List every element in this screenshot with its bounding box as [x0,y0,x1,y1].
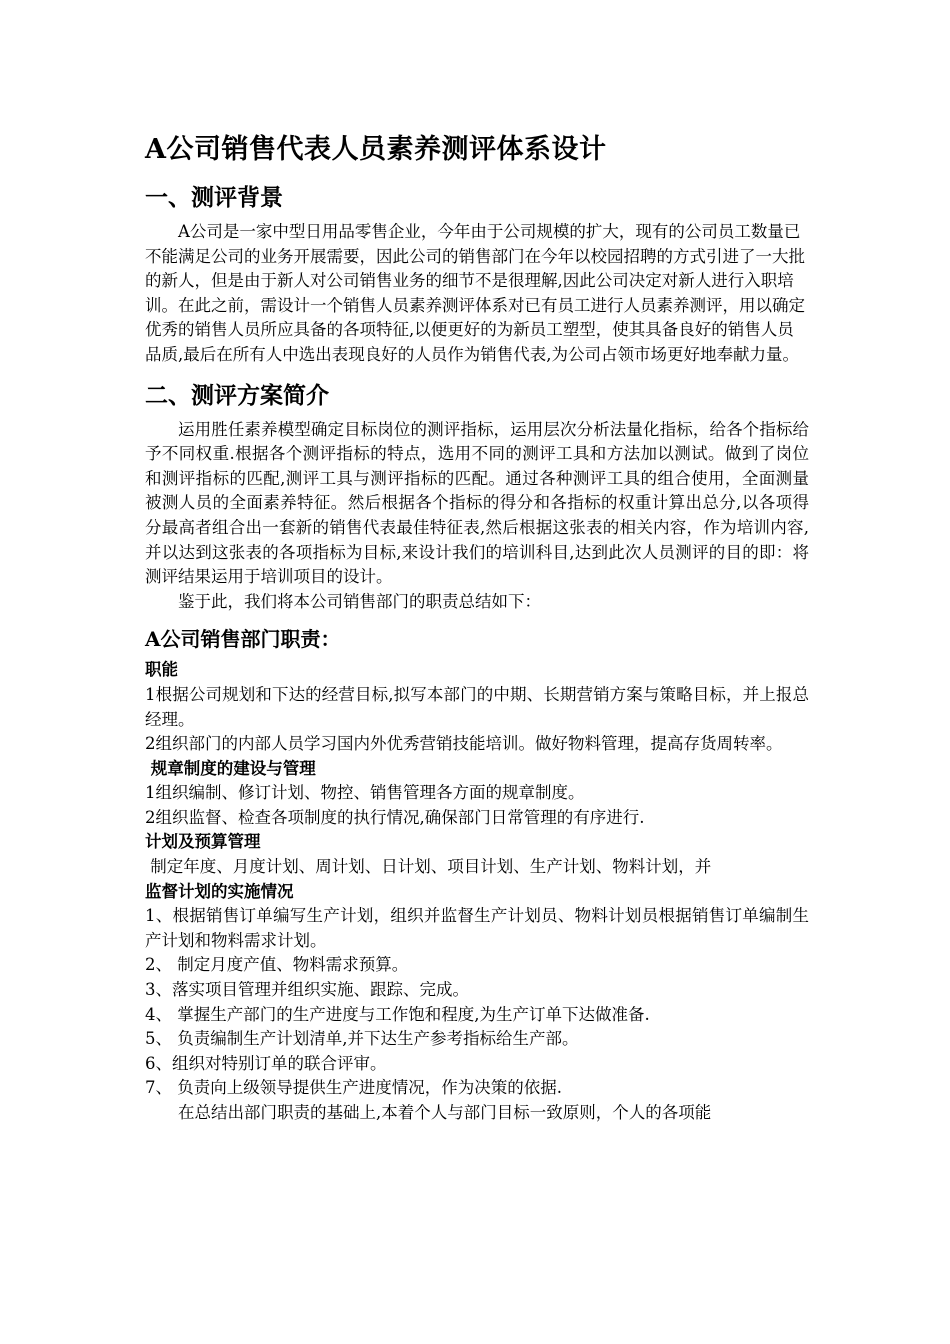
closing-paragraph: 在总结出部门职责的基础上,本着个人与部门目标一致原则，个人的各项能 [178,1103,712,1122]
rules-item: 1组织编制、修订计划、物控、销售管理各方面的规章制度。 [145,783,585,803]
supervise-subheading: 监督计划的实施情况 [145,881,294,901]
function-subheading: 职能 [145,660,178,680]
supervise-item: 5、 负责编制生产计划清单,并下达生产参考指标给生产部。 [145,1029,579,1049]
plan-intro-paragraph: 运用胜任素养模型确定目标岗位的测评指标，运用层次分析法量化指标，给各个指标给予不同权重.根据各个测评指标的特点，选用不同的测评工具和方法加以测试。做到了岗位和测评指标的匹配,测评工具与测评指标的匹配。通过各种测评工具的组合使用，全面测量被测人员的全面素养特征。然后根据各个指标的得分和各指标的权重计算出总分,以各项得分最高者组合出一套新的销售代表最佳特征表,然后根据这张表的相关内容，作为培训内容,并以达到这张表的各项指标为目标,来设计我们的培训科目,达到此次人员测评的目的即：将测评结果运用于培训项目的设计。 [145,419,809,587]
function-item: 1根据公司规划和下达的经营目标,拟写本部门的中期、长期营销方案与策略目标，并上报总经理。 [145,684,809,729]
background-paragraph: A公司是一家中型日用品零售企业，今年由于公司规模的扩大，现有的公司员工数量已不能满足公司的业务开展需要，因此公司的销售部门在今年以校园招聘的方式引进了一大批的新人，但是由于新人对公司销售业务的细节不是很理解,因此公司决定对新人进行入职培训。在此之前，需设计一个销售人员素养测评体系对已有员工进行人员素养测评，用以确定优秀的销售人员所应具备的各项特征,以便更好的为新员工塑型，使其具备良好的销售人员品质,最后在所有人中选出表现良好的人员作为销售代表,为公司占领市场更好地奉献力量。 [145,222,805,364]
supervise-item: 6、组织对特别订单的联合评审。 [145,1053,387,1073]
section-heading-background: 一、测评背景 [145,184,283,211]
document-body [145,132,809,1126]
supervise-item: 2、 制定月度产值、物料需求预算。 [145,955,409,975]
document-title: A公司销售代表人员素养测评体系设计 [145,134,607,165]
plan-intro-summary-line: 鉴于此，我们将本公司销售部门的职责总结如下： [178,591,541,611]
section-heading-plan-intro: 二、测评方案简介 [145,381,329,409]
supervise-item: 1、根据销售订单编写生产计划，组织并监督生产计划员、物料计划员根据销售订单编制生产计划和物料需求计划。 [145,906,809,950]
supervise-item: 7、 负责向上级领导提供生产进度情况，作为决策的依据. [145,1078,562,1098]
plan-subheading: 计划及预算管理 [145,832,261,852]
function-item: 2组织部门的内部人员学习国内外优秀营销技能培训。做好物料管理，提高存货周转率。 [145,734,783,754]
rules-item: 2组织监督、检查各项制度的执行情况,确保部门日常管理的有序进行. [145,807,645,827]
rules-subheading: 规章制度的建设与管理 [145,758,316,778]
supervise-item: 4、 掌握生产部门的生产进度与工作饱和程度,为生产订单下达做准备. [145,1004,650,1024]
plan-line: 制定年度、月度计划、周计划、日计划、项目计划、生产计划、物料计划，并 [145,857,712,877]
supervise-item: 3、落实项目管理并组织实施、跟踪、完成。 [145,980,469,1000]
duties-heading: A公司销售部门职责： [145,627,341,652]
